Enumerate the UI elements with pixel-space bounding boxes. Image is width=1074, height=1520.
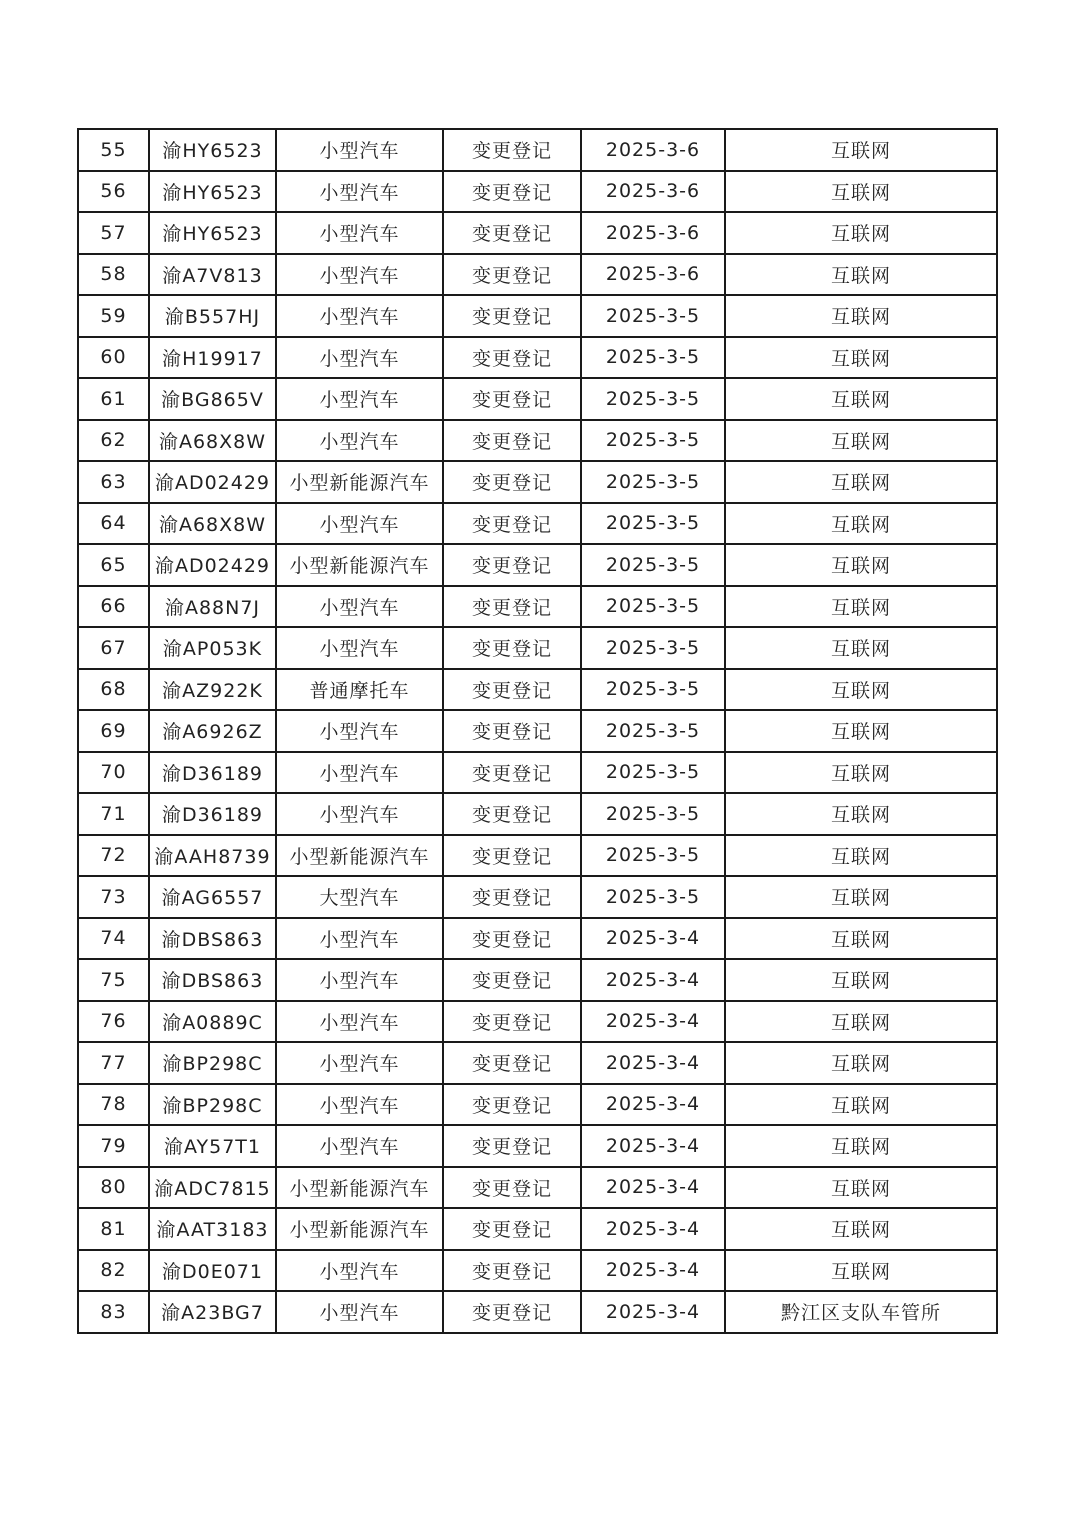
handling-location-cell: 互联网 xyxy=(725,710,997,752)
business-type-cell: 变更登记 xyxy=(443,793,581,835)
vehicle-type-cell: 小型汽车 xyxy=(276,959,443,1001)
handling-location-cell: 互联网 xyxy=(725,586,997,628)
table-row xyxy=(78,793,997,835)
handling-location-cell: 互联网 xyxy=(725,1167,997,1209)
table-row xyxy=(78,1042,997,1084)
plate-number-cell: 渝A88N7J xyxy=(149,586,276,628)
handling-location-cell: 互联网 xyxy=(725,959,997,1001)
business-type-cell: 变更登记 xyxy=(443,212,581,254)
date-cell: 2025-3-4 xyxy=(581,1250,725,1292)
business-type-cell: 变更登记 xyxy=(443,1001,581,1043)
plate-number-cell: 渝A23BG7 xyxy=(149,1291,276,1333)
plate-number-cell: 渝A6926Z xyxy=(149,710,276,752)
date-cell: 2025-3-5 xyxy=(581,876,725,918)
business-type-cell: 变更登记 xyxy=(443,835,581,877)
row-number-cell: 71 xyxy=(78,793,149,835)
table-row xyxy=(78,212,997,254)
row-number-cell: 67 xyxy=(78,627,149,669)
row-number-cell: 74 xyxy=(78,918,149,960)
vehicle-type-cell: 小型汽车 xyxy=(276,793,443,835)
handling-location-cell: 互联网 xyxy=(725,503,997,545)
row-number-cell: 70 xyxy=(78,752,149,794)
vehicle-type-cell: 小型汽车 xyxy=(276,1001,443,1043)
date-cell: 2025-3-4 xyxy=(581,1042,725,1084)
table-row xyxy=(78,876,997,918)
date-cell: 2025-3-4 xyxy=(581,1208,725,1250)
date-cell: 2025-3-5 xyxy=(581,378,725,420)
table-row xyxy=(78,337,997,379)
plate-number-cell: 渝H19917 xyxy=(149,337,276,379)
row-number-cell: 61 xyxy=(78,378,149,420)
business-type-cell: 变更登记 xyxy=(443,1208,581,1250)
date-cell: 2025-3-5 xyxy=(581,793,725,835)
plate-number-cell: 渝DBS863 xyxy=(149,918,276,960)
plate-number-cell: 渝HY6523 xyxy=(149,171,276,213)
vehicle-type-cell: 小型汽车 xyxy=(276,171,443,213)
handling-location-cell: 黔江区支队车管所 xyxy=(725,1291,997,1333)
handling-location-cell: 互联网 xyxy=(725,627,997,669)
business-type-cell: 变更登记 xyxy=(443,337,581,379)
vehicle-type-cell: 小型新能源汽车 xyxy=(276,544,443,586)
handling-location-cell: 互联网 xyxy=(725,1208,997,1250)
row-number-cell: 73 xyxy=(78,876,149,918)
plate-number-cell: 渝A7V813 xyxy=(149,254,276,296)
handling-location-cell: 互联网 xyxy=(725,171,997,213)
row-number-cell: 81 xyxy=(78,1208,149,1250)
row-number-cell: 64 xyxy=(78,503,149,545)
plate-number-cell: 渝BP298C xyxy=(149,1084,276,1126)
vehicle-type-cell: 小型汽车 xyxy=(276,212,443,254)
business-type-cell: 变更登记 xyxy=(443,710,581,752)
handling-location-cell: 互联网 xyxy=(725,254,997,296)
handling-location-cell: 互联网 xyxy=(725,793,997,835)
business-type-cell: 变更登记 xyxy=(443,171,581,213)
plate-number-cell: 渝AAT3183 xyxy=(149,1208,276,1250)
business-type-cell: 变更登记 xyxy=(443,129,581,171)
date-cell: 2025-3-6 xyxy=(581,254,725,296)
vehicle-type-cell: 小型汽车 xyxy=(276,752,443,794)
handling-location-cell: 互联网 xyxy=(725,876,997,918)
plate-number-cell: 渝AG6557 xyxy=(149,876,276,918)
date-cell: 2025-3-5 xyxy=(581,627,725,669)
vehicle-type-cell: 小型汽车 xyxy=(276,295,443,337)
handling-location-cell: 互联网 xyxy=(725,544,997,586)
table-row xyxy=(78,710,997,752)
business-type-cell: 变更登记 xyxy=(443,918,581,960)
plate-number-cell: 渝AD02429 xyxy=(149,544,276,586)
handling-location-cell: 互联网 xyxy=(725,918,997,960)
plate-number-cell: 渝AY57T1 xyxy=(149,1125,276,1167)
business-type-cell: 变更登记 xyxy=(443,503,581,545)
plate-number-cell: 渝HY6523 xyxy=(149,212,276,254)
row-number-cell: 78 xyxy=(78,1084,149,1126)
handling-location-cell: 互联网 xyxy=(725,1001,997,1043)
plate-number-cell: 渝AZ922K xyxy=(149,669,276,711)
business-type-cell: 变更登记 xyxy=(443,1291,581,1333)
table-row xyxy=(78,586,997,628)
handling-location-cell: 互联网 xyxy=(725,752,997,794)
row-number-cell: 65 xyxy=(78,544,149,586)
registration-table-body xyxy=(78,129,997,1333)
table-row xyxy=(78,503,997,545)
row-number-cell: 59 xyxy=(78,295,149,337)
business-type-cell: 变更登记 xyxy=(443,669,581,711)
row-number-cell: 76 xyxy=(78,1001,149,1043)
vehicle-type-cell: 小型新能源汽车 xyxy=(276,1208,443,1250)
plate-number-cell: 渝BG865V xyxy=(149,378,276,420)
date-cell: 2025-3-5 xyxy=(581,752,725,794)
handling-location-cell: 互联网 xyxy=(725,1125,997,1167)
plate-number-cell: 渝A0889C xyxy=(149,1001,276,1043)
plate-number-cell: 渝D36189 xyxy=(149,752,276,794)
row-number-cell: 57 xyxy=(78,212,149,254)
plate-number-cell: 渝D36189 xyxy=(149,793,276,835)
business-type-cell: 变更登记 xyxy=(443,1167,581,1209)
table-row xyxy=(78,295,997,337)
table-row xyxy=(78,1208,997,1250)
date-cell: 2025-3-4 xyxy=(581,918,725,960)
row-number-cell: 79 xyxy=(78,1125,149,1167)
table-row xyxy=(78,752,997,794)
vehicle-type-cell: 小型新能源汽车 xyxy=(276,835,443,877)
row-number-cell: 83 xyxy=(78,1291,149,1333)
vehicle-type-cell: 小型汽车 xyxy=(276,1084,443,1126)
plate-number-cell: 渝A68X8W xyxy=(149,503,276,545)
table-row xyxy=(78,627,997,669)
row-number-cell: 55 xyxy=(78,129,149,171)
vehicle-type-cell: 小型汽车 xyxy=(276,1125,443,1167)
business-type-cell: 变更登记 xyxy=(443,378,581,420)
table-row xyxy=(78,1001,997,1043)
table-row xyxy=(78,171,997,213)
table-row xyxy=(78,959,997,1001)
vehicle-type-cell: 小型汽车 xyxy=(276,586,443,628)
plate-number-cell: 渝AD02429 xyxy=(149,461,276,503)
table-row xyxy=(78,1291,997,1333)
date-cell: 2025-3-5 xyxy=(581,669,725,711)
table-row xyxy=(78,378,997,420)
row-number-cell: 77 xyxy=(78,1042,149,1084)
handling-location-cell: 互联网 xyxy=(725,337,997,379)
date-cell: 2025-3-4 xyxy=(581,1167,725,1209)
table-row xyxy=(78,1167,997,1209)
handling-location-cell: 互联网 xyxy=(725,420,997,462)
row-number-cell: 82 xyxy=(78,1250,149,1292)
vehicle-type-cell: 小型汽车 xyxy=(276,1042,443,1084)
date-cell: 2025-3-4 xyxy=(581,1125,725,1167)
business-type-cell: 变更登记 xyxy=(443,461,581,503)
plate-number-cell: 渝AP053K xyxy=(149,627,276,669)
date-cell: 2025-3-5 xyxy=(581,710,725,752)
business-type-cell: 变更登记 xyxy=(443,586,581,628)
handling-location-cell: 互联网 xyxy=(725,1084,997,1126)
date-cell: 2025-3-5 xyxy=(581,337,725,379)
table-row xyxy=(78,544,997,586)
table-row xyxy=(78,1084,997,1126)
date-cell: 2025-3-5 xyxy=(581,586,725,628)
date-cell: 2025-3-5 xyxy=(581,295,725,337)
table-row xyxy=(78,129,997,171)
plate-number-cell: 渝AAH8739 xyxy=(149,835,276,877)
date-cell: 2025-3-5 xyxy=(581,835,725,877)
row-number-cell: 75 xyxy=(78,959,149,1001)
table-row xyxy=(78,1250,997,1292)
date-cell: 2025-3-5 xyxy=(581,461,725,503)
vehicle-type-cell: 小型汽车 xyxy=(276,710,443,752)
date-cell: 2025-3-4 xyxy=(581,1084,725,1126)
vehicle-type-cell: 小型新能源汽车 xyxy=(276,461,443,503)
vehicle-type-cell: 大型汽车 xyxy=(276,876,443,918)
handling-location-cell: 互联网 xyxy=(725,212,997,254)
row-number-cell: 60 xyxy=(78,337,149,379)
business-type-cell: 变更登记 xyxy=(443,254,581,296)
plate-number-cell: 渝B557HJ xyxy=(149,295,276,337)
handling-location-cell: 互联网 xyxy=(725,669,997,711)
plate-number-cell: 渝DBS863 xyxy=(149,959,276,1001)
business-type-cell: 变更登记 xyxy=(443,627,581,669)
handling-location-cell: 互联网 xyxy=(725,835,997,877)
row-number-cell: 80 xyxy=(78,1167,149,1209)
date-cell: 2025-3-5 xyxy=(581,503,725,545)
vehicle-type-cell: 小型汽车 xyxy=(276,627,443,669)
row-number-cell: 62 xyxy=(78,420,149,462)
vehicle-type-cell: 小型汽车 xyxy=(276,503,443,545)
business-type-cell: 变更登记 xyxy=(443,1084,581,1126)
table-row xyxy=(78,461,997,503)
vehicle-type-cell: 小型汽车 xyxy=(276,129,443,171)
date-cell: 2025-3-6 xyxy=(581,171,725,213)
business-type-cell: 变更登记 xyxy=(443,959,581,1001)
row-number-cell: 69 xyxy=(78,710,149,752)
row-number-cell: 58 xyxy=(78,254,149,296)
business-type-cell: 变更登记 xyxy=(443,420,581,462)
handling-location-cell: 互联网 xyxy=(725,1042,997,1084)
date-cell: 2025-3-4 xyxy=(581,959,725,1001)
vehicle-type-cell: 小型汽车 xyxy=(276,1291,443,1333)
date-cell: 2025-3-5 xyxy=(581,420,725,462)
plate-number-cell: 渝ADC7815 xyxy=(149,1167,276,1209)
table-row xyxy=(78,918,997,960)
registration-table xyxy=(77,128,998,1334)
vehicle-type-cell: 小型汽车 xyxy=(276,1250,443,1292)
vehicle-type-cell: 小型汽车 xyxy=(276,254,443,296)
date-cell: 2025-3-4 xyxy=(581,1001,725,1043)
date-cell: 2025-3-6 xyxy=(581,129,725,171)
business-type-cell: 变更登记 xyxy=(443,876,581,918)
business-type-cell: 变更登记 xyxy=(443,752,581,794)
table-row xyxy=(78,254,997,296)
business-type-cell: 变更登记 xyxy=(443,1250,581,1292)
table-row xyxy=(78,835,997,877)
row-number-cell: 72 xyxy=(78,835,149,877)
row-number-cell: 56 xyxy=(78,171,149,213)
plate-number-cell: 渝BP298C xyxy=(149,1042,276,1084)
table-row xyxy=(78,669,997,711)
table-row xyxy=(78,1125,997,1167)
vehicle-type-cell: 小型汽车 xyxy=(276,420,443,462)
handling-location-cell: 互联网 xyxy=(725,295,997,337)
handling-location-cell: 互联网 xyxy=(725,378,997,420)
plate-number-cell: 渝A68X8W xyxy=(149,420,276,462)
vehicle-type-cell: 小型新能源汽车 xyxy=(276,1167,443,1209)
business-type-cell: 变更登记 xyxy=(443,295,581,337)
date-cell: 2025-3-4 xyxy=(581,1291,725,1333)
vehicle-type-cell: 小型汽车 xyxy=(276,337,443,379)
handling-location-cell: 互联网 xyxy=(725,461,997,503)
row-number-cell: 66 xyxy=(78,586,149,628)
plate-number-cell: 渝D0E071 xyxy=(149,1250,276,1292)
date-cell: 2025-3-6 xyxy=(581,212,725,254)
plate-number-cell: 渝HY6523 xyxy=(149,129,276,171)
vehicle-type-cell: 小型汽车 xyxy=(276,378,443,420)
date-cell: 2025-3-5 xyxy=(581,544,725,586)
row-number-cell: 68 xyxy=(78,669,149,711)
business-type-cell: 变更登记 xyxy=(443,1042,581,1084)
vehicle-type-cell: 小型汽车 xyxy=(276,918,443,960)
handling-location-cell: 互联网 xyxy=(725,129,997,171)
vehicle-type-cell: 普通摩托车 xyxy=(276,669,443,711)
business-type-cell: 变更登记 xyxy=(443,1125,581,1167)
row-number-cell: 63 xyxy=(78,461,149,503)
table-row xyxy=(78,420,997,462)
business-type-cell: 变更登记 xyxy=(443,544,581,586)
handling-location-cell: 互联网 xyxy=(725,1250,997,1292)
